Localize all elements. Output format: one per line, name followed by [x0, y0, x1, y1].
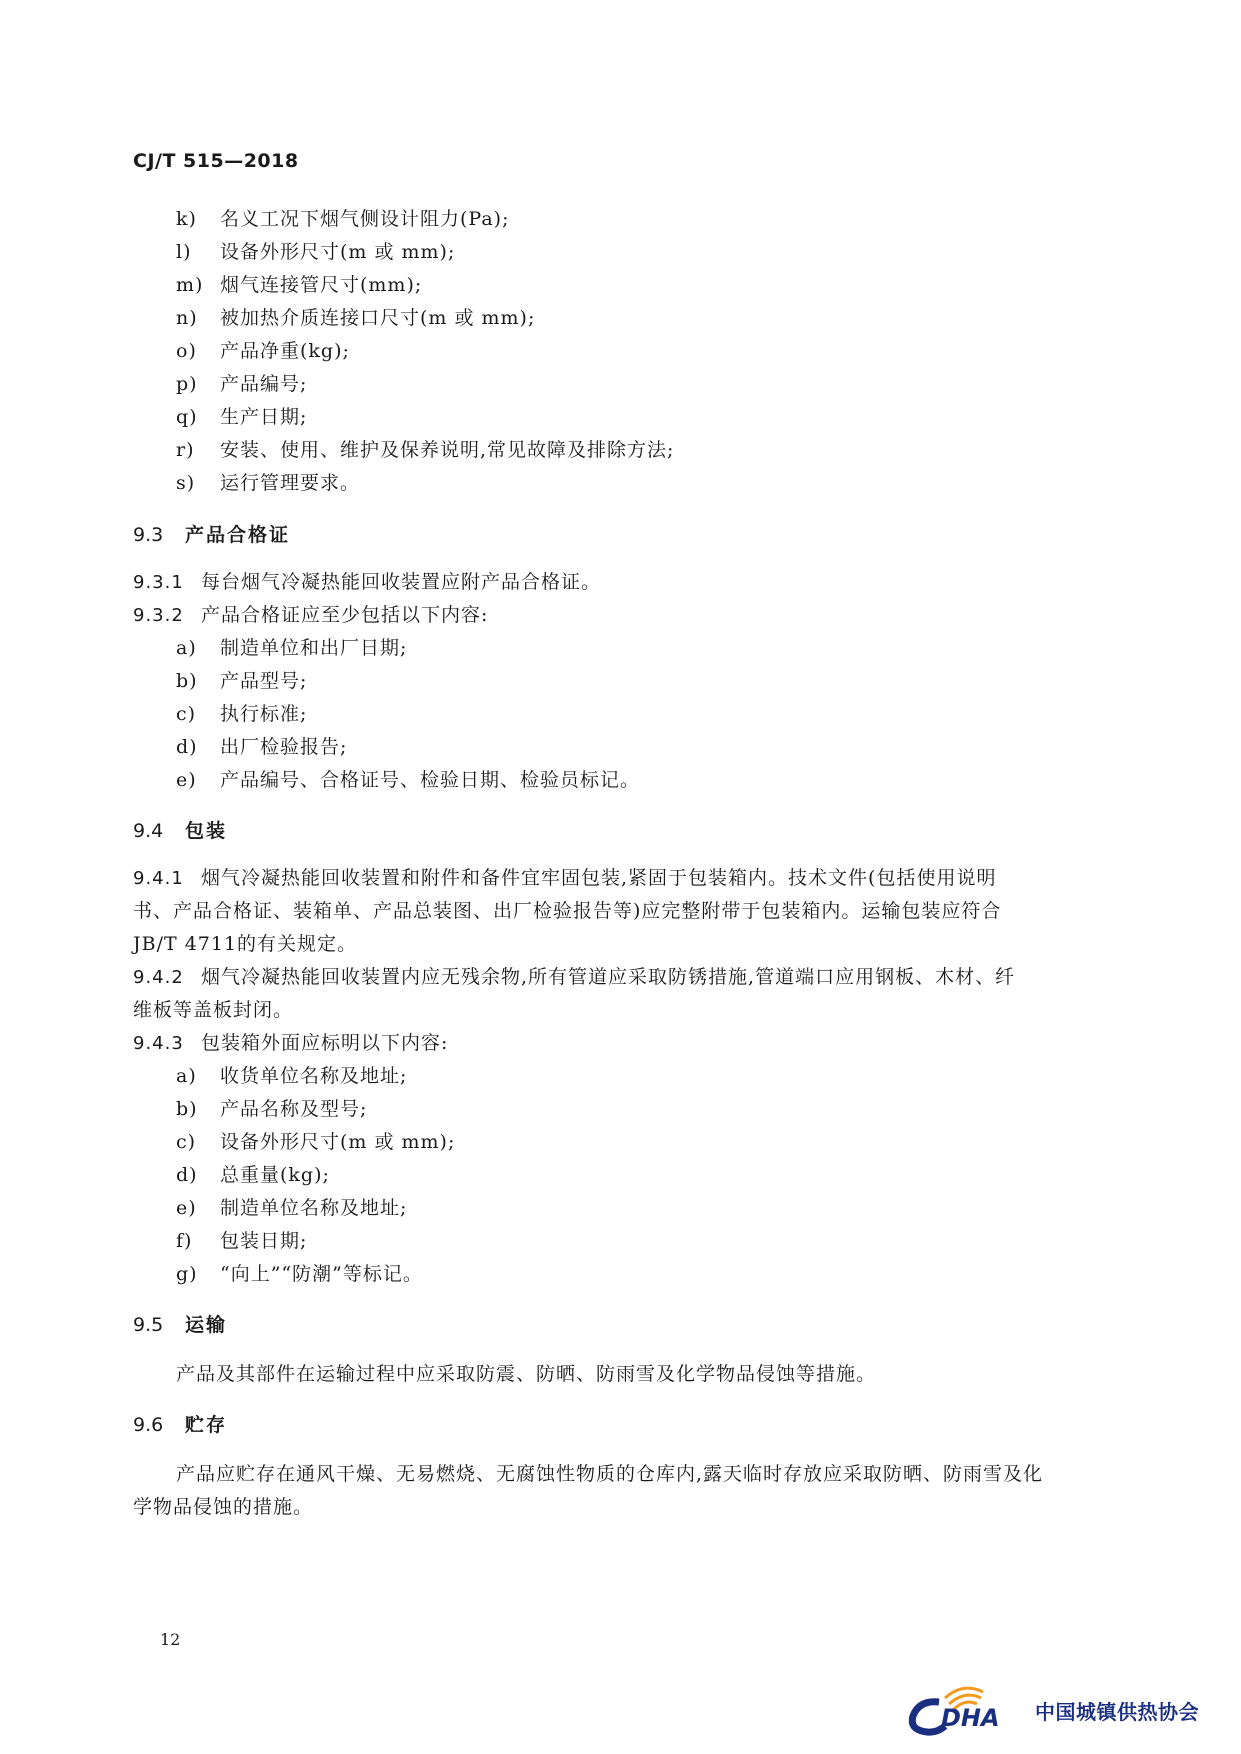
list-item: c) 执行标准; — [176, 703, 308, 725]
list-item: d) 出厂检验报告; — [176, 736, 348, 758]
section-heading-9-4: 9.4 包装 — [133, 820, 228, 842]
list-item: b) 产品型号; — [176, 670, 308, 692]
clause-9-4-1-line3: JB/T 4711的有关规定。 — [133, 933, 358, 955]
list-item: e) 制造单位名称及地址; — [176, 1197, 408, 1219]
list-item: l) 设备外形尺寸(m 或 mm); — [176, 241, 456, 263]
list-item: a) 收货单位名称及地址; — [176, 1065, 408, 1087]
section-heading-9-3: 9.3 产品合格证 — [133, 524, 291, 546]
list-item: q) 生产日期; — [176, 406, 308, 428]
clause-9-4-3: 9.4.3 包装箱外面应标明以下内容: — [133, 1032, 449, 1054]
logo-text: 中国城镇供热协会 — [1035, 1700, 1199, 1724]
list-item: a) 制造单位和出厂日期; — [176, 637, 408, 659]
list-item: r) 安装、使用、维护及保养说明,常见故障及排除方法; — [176, 439, 675, 461]
list-item: o) 产品净重(kg); — [176, 340, 350, 362]
list-item: p) 产品编号; — [176, 373, 308, 395]
list-item: s) 运行管理要求。 — [176, 472, 361, 494]
section-heading-9-5: 9.5 运输 — [133, 1314, 228, 1336]
list-item: g) “向上”“防潮”等标记。 — [176, 1263, 423, 1285]
section-9-6-text-line2: 学物品侵蚀的措施。 — [133, 1496, 314, 1518]
list-item: d) 总重量(kg); — [176, 1164, 330, 1186]
section-9-6-text-line1: 产品应贮存在通风干燥、无易燃烧、无腐蚀性物质的仓库内,露天临时存放应采取防晒、防雨雪及化 — [176, 1463, 1044, 1485]
section-heading-9-6: 9.6 贮存 — [133, 1414, 228, 1436]
svg-text:DHA: DHA — [941, 1704, 1000, 1732]
list-item: c) 设备外形尺寸(m 或 mm); — [176, 1131, 456, 1153]
clause-9-4-2: 9.4.2 烟气冷凝热能回收装置内应无残余物,所有管道应采取防锈措施,管道端口应用钢板、木材、纤 — [133, 966, 1016, 988]
clause-9-3-1: 9.3.1 每台烟气冷凝热能回收装置应附产品合格证。 — [133, 571, 602, 593]
standard-code: CJ/T 515—2018 — [133, 150, 299, 172]
list-item: k) 名义工况下烟气侧设计阻力(Pa); — [176, 208, 510, 230]
list-item: e) 产品编号、合格证号、检验日期、检验员标记。 — [176, 769, 641, 791]
section-9-5-text: 产品及其部件在运输过程中应采取防震、防晒、防雨雪及化学物品侵蚀等措施。 — [176, 1363, 877, 1385]
list-item: b) 产品名称及型号; — [176, 1098, 368, 1120]
page-number: 12 — [160, 1630, 181, 1649]
clause-9-4-2-line2: 维板等盖板封闭。 — [133, 999, 294, 1021]
clause-9-4-1: 9.4.1 烟气冷凝热能回收装置和附件和备件宜牢固包装,紧固于包装箱内。技术文件(包括使用说明 — [133, 867, 997, 889]
list-item: n) 被加热介质连接口尺寸(m 或 mm); — [176, 307, 536, 329]
clause-9-3-2: 9.3.2 产品合格证应至少包括以下内容: — [133, 604, 489, 626]
clause-9-4-1-line2: 书、产品合格证、装箱单、产品总装图、出厂检验报告等)应完整附带于包装箱内。运输包装应符合 — [133, 900, 1002, 922]
list-item: m) 烟气连接管尺寸(mm); — [176, 274, 423, 296]
list-item: f) 包装日期; — [176, 1230, 308, 1252]
